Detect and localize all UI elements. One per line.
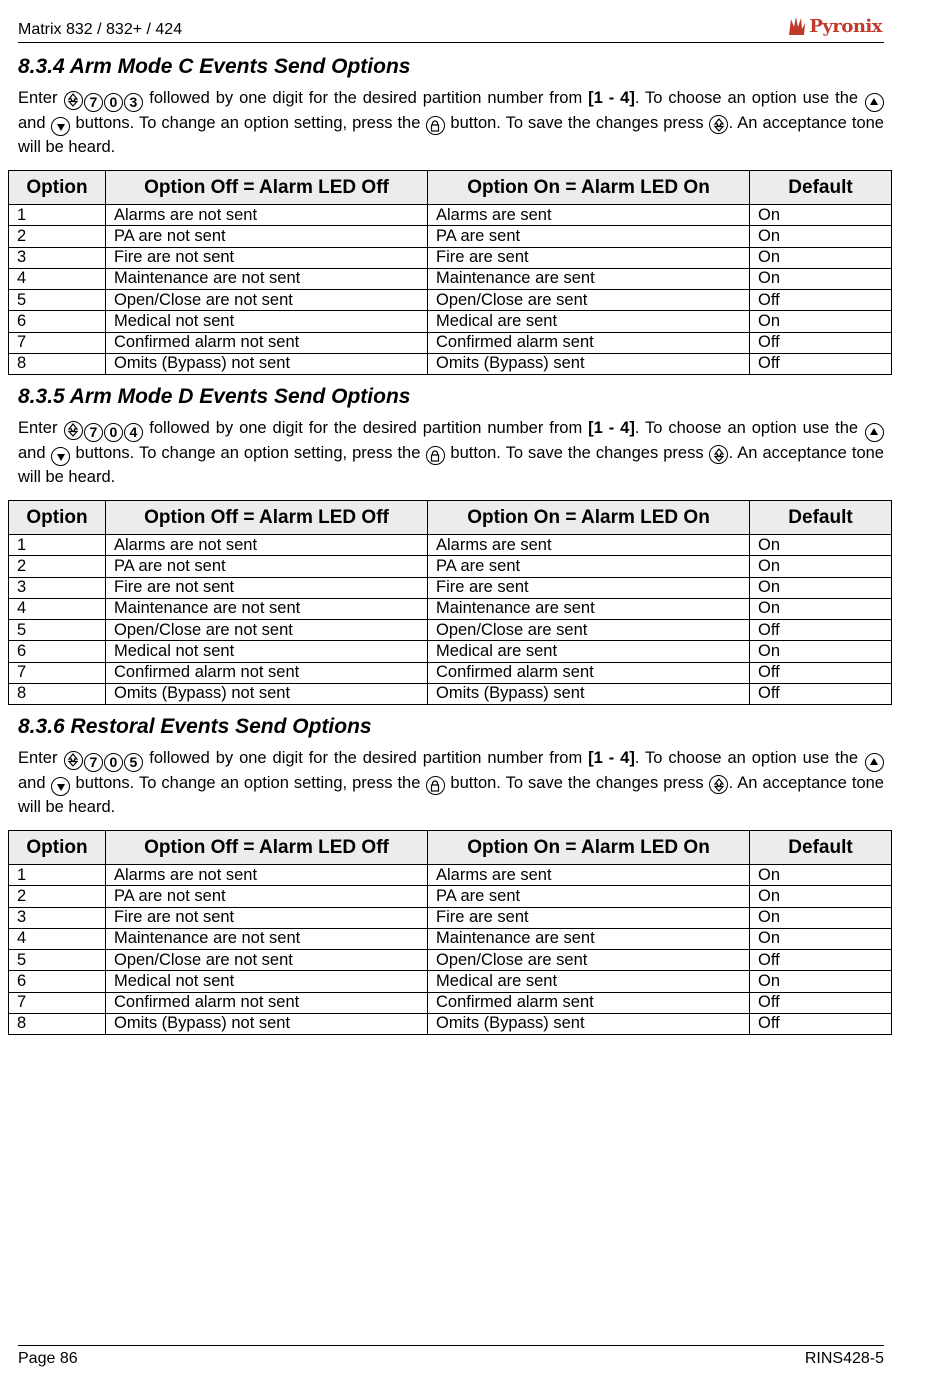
table-cell: Medical not sent	[106, 641, 428, 662]
table-row	[9, 205, 892, 226]
section-instructions: Enter 7 0 5 followed by one digit for the desired partition number from [1 - 4]. To choose an option use the and buttons. To change an option setting, press the button. To save the changes press . An acceptance tone will be heard.	[18, 749, 884, 816]
enter-key-icon	[64, 751, 83, 770]
table-cell: Maintenance are not sent	[106, 598, 428, 619]
table-row	[9, 247, 892, 268]
options-table	[8, 830, 892, 1035]
table-cell: 3	[9, 577, 106, 598]
column-header: Option On = Alarm LED On	[428, 831, 750, 865]
table-row	[9, 992, 892, 1013]
table-cell: On	[750, 928, 892, 949]
up-arrow-key-icon	[865, 93, 884, 112]
table-cell: 2	[9, 226, 106, 247]
lock-key-icon	[426, 446, 445, 465]
table-cell: 5	[9, 620, 106, 641]
table-cell: 1	[9, 205, 106, 226]
table-cell: PA are not sent	[106, 886, 428, 907]
table-cell: PA are sent	[428, 886, 750, 907]
table-cell: Omits (Bypass) not sent	[106, 1013, 428, 1034]
table-cell: 4	[9, 928, 106, 949]
digit-key-icon: 0	[104, 93, 123, 112]
table-cell: 1	[9, 535, 106, 556]
section-arm-mode-c	[18, 53, 884, 159]
column-header: Default	[750, 501, 892, 535]
table-cell: On	[750, 247, 892, 268]
column-header: Default	[750, 171, 892, 205]
table-header-row	[9, 831, 892, 865]
table-row	[9, 290, 892, 311]
table-cell: Medical not sent	[106, 311, 428, 332]
table-cell: 6	[9, 311, 106, 332]
table-row	[9, 1013, 892, 1034]
table-cell: PA are sent	[428, 226, 750, 247]
table-cell: 2	[9, 886, 106, 907]
column-header: Option	[9, 501, 106, 535]
table-row	[9, 950, 892, 971]
table-cell: Fire are not sent	[106, 907, 428, 928]
table-cell: On	[750, 577, 892, 598]
up-arrow-key-icon	[865, 753, 884, 772]
table-cell: On	[750, 886, 892, 907]
table-cell: Open/Close are sent	[428, 620, 750, 641]
table-cell: Maintenance are not sent	[106, 928, 428, 949]
table-row	[9, 928, 892, 949]
table-cell: Confirmed alarm not sent	[106, 332, 428, 353]
table-cell: Off	[750, 1013, 892, 1034]
table-cell: Medical are sent	[428, 311, 750, 332]
section-heading: 8.3.5 Arm Mode D Events Send Options	[18, 385, 411, 408]
table-cell: 7	[9, 992, 106, 1013]
table-row	[9, 598, 892, 619]
page-footer	[18, 1345, 884, 1376]
table-cell: 6	[9, 971, 106, 992]
table-cell: On	[750, 971, 892, 992]
table-cell: Alarms are not sent	[106, 865, 428, 886]
column-header: Default	[750, 831, 892, 865]
digit-key-icon: 0	[104, 423, 123, 442]
digit-key-icon: 0	[104, 753, 123, 772]
logo-text: Pyronix	[809, 15, 882, 37]
table-cell: Omits (Bypass) not sent	[106, 683, 428, 704]
table-cell: 7	[9, 332, 106, 353]
table-cell: Medical are sent	[428, 971, 750, 992]
document-reference: RINS428-5	[804, 1350, 884, 1367]
table-cell: Maintenance are sent	[428, 268, 750, 289]
table-cell: Fire are not sent	[106, 577, 428, 598]
section-arm-mode-d	[18, 383, 884, 489]
table-cell: Alarms are sent	[428, 535, 750, 556]
table-cell: 2	[9, 556, 106, 577]
page-number: Page 86	[18, 1350, 78, 1367]
table-cell: Maintenance are sent	[428, 598, 750, 619]
down-arrow-key-icon	[51, 117, 70, 136]
table-cell: 8	[9, 1013, 106, 1034]
options-table	[8, 170, 892, 375]
table-cell: On	[750, 311, 892, 332]
table-cell: 3	[9, 247, 106, 268]
table-cell: 8	[9, 683, 106, 704]
table-cell: 1	[9, 865, 106, 886]
enter-key-icon	[709, 115, 728, 134]
table-cell: Omits (Bypass) sent	[428, 353, 750, 374]
table-row	[9, 556, 892, 577]
table-cell: 5	[9, 290, 106, 311]
table-cell: Off	[750, 683, 892, 704]
table-cell: Alarms are not sent	[106, 205, 428, 226]
table-cell: On	[750, 556, 892, 577]
table-cell: Off	[750, 992, 892, 1013]
table-cell: Off	[750, 950, 892, 971]
table-cell: On	[750, 598, 892, 619]
down-arrow-key-icon	[51, 447, 70, 466]
table-row	[9, 226, 892, 247]
lock-key-icon	[426, 776, 445, 795]
table-cell: Confirmed alarm sent	[428, 992, 750, 1013]
table-cell: Maintenance are not sent	[106, 268, 428, 289]
enter-key-icon	[709, 445, 728, 464]
table-cell: Omits (Bypass) sent	[428, 1013, 750, 1034]
table-cell: 4	[9, 598, 106, 619]
table-row	[9, 332, 892, 353]
column-header: Option	[9, 831, 106, 865]
table-cell: On	[750, 865, 892, 886]
table-cell: On	[750, 535, 892, 556]
table-cell: Alarms are sent	[428, 205, 750, 226]
column-header: Option On = Alarm LED On	[428, 171, 750, 205]
table-cell: Open/Close are sent	[428, 950, 750, 971]
digit-key-icon: 4	[124, 423, 143, 442]
table-row	[9, 662, 892, 683]
table-cell: PA are not sent	[106, 226, 428, 247]
enter-key-icon	[64, 91, 83, 110]
table-row	[9, 641, 892, 662]
table-cell: Confirmed alarm not sent	[106, 662, 428, 683]
table-row	[9, 311, 892, 332]
table-cell: Alarms are not sent	[106, 535, 428, 556]
table-cell: Confirmed alarm sent	[428, 662, 750, 683]
lock-key-icon	[426, 116, 445, 135]
table-cell: On	[750, 205, 892, 226]
table-cell: Medical are sent	[428, 641, 750, 662]
table-cell: Omits (Bypass) sent	[428, 683, 750, 704]
table-cell: Off	[750, 290, 892, 311]
table-cell: Open/Close are not sent	[106, 950, 428, 971]
section-instructions: Enter 7 0 3 followed by one digit for the desired partition number from [1 - 4]. To choose an option use the and buttons. To change an option setting, press the button. To save the changes press . An acceptance tone will be heard.	[18, 89, 884, 156]
table-row	[9, 907, 892, 928]
digit-key-icon: 5	[124, 753, 143, 772]
table-cell: On	[750, 907, 892, 928]
table-cell: Fire are sent	[428, 247, 750, 268]
table-cell: Confirmed alarm not sent	[106, 992, 428, 1013]
table-cell: Off	[750, 620, 892, 641]
table-cell: 5	[9, 950, 106, 971]
table-cell: Off	[750, 332, 892, 353]
column-header: Option Off = Alarm LED Off	[106, 501, 428, 535]
table-cell: 4	[9, 268, 106, 289]
options-table	[8, 500, 892, 705]
column-header: Option	[9, 171, 106, 205]
column-header: Option On = Alarm LED On	[428, 501, 750, 535]
table-cell: Omits (Bypass) not sent	[106, 353, 428, 374]
up-arrow-key-icon	[865, 423, 884, 442]
enter-key-icon	[709, 775, 728, 794]
section-restoral	[18, 713, 884, 819]
section-heading: 8.3.6 Restoral Events Send Options	[18, 715, 372, 738]
table-row	[9, 865, 892, 886]
table-cell: Alarms are sent	[428, 865, 750, 886]
table-row	[9, 683, 892, 704]
table-cell: On	[750, 641, 892, 662]
table-cell: Open/Close are sent	[428, 290, 750, 311]
table-header-row	[9, 501, 892, 535]
section-heading: 8.3.4 Arm Mode C Events Send Options	[18, 55, 411, 78]
table-row	[9, 971, 892, 992]
digit-key-icon: 3	[124, 93, 143, 112]
table-cell: On	[750, 268, 892, 289]
table-cell: Maintenance are sent	[428, 928, 750, 949]
table-cell: Fire are not sent	[106, 247, 428, 268]
table-row	[9, 620, 892, 641]
table-cell: On	[750, 226, 892, 247]
digit-key-icon: 7	[84, 423, 103, 442]
table-cell: Fire are sent	[428, 907, 750, 928]
table-header-row	[9, 171, 892, 205]
page-header	[18, 14, 884, 43]
pyronix-logo	[787, 14, 882, 38]
down-arrow-key-icon	[51, 777, 70, 796]
table-cell: Off	[750, 662, 892, 683]
table-row	[9, 268, 892, 289]
column-header: Option Off = Alarm LED Off	[106, 171, 428, 205]
table-row	[9, 535, 892, 556]
table-row	[9, 577, 892, 598]
table-cell: 8	[9, 353, 106, 374]
table-row	[9, 353, 892, 374]
digit-key-icon: 7	[84, 93, 103, 112]
section-instructions: Enter 7 0 4 followed by one digit for the desired partition number from [1 - 4]. To choose an option use the and buttons. To change an option setting, press the button. To save the changes press . An acceptance tone will be heard.	[18, 419, 884, 486]
table-cell: PA are sent	[428, 556, 750, 577]
column-header: Option Off = Alarm LED Off	[106, 831, 428, 865]
table-cell: Fire are sent	[428, 577, 750, 598]
table-cell: 3	[9, 907, 106, 928]
enter-key-icon	[64, 421, 83, 440]
table-cell: PA are not sent	[106, 556, 428, 577]
table-cell: Open/Close are not sent	[106, 620, 428, 641]
digit-key-icon: 7	[84, 753, 103, 772]
table-cell: Medical not sent	[106, 971, 428, 992]
table-cell: 7	[9, 662, 106, 683]
flame-icon	[787, 15, 807, 37]
table-cell: Off	[750, 353, 892, 374]
table-row	[9, 886, 892, 907]
table-cell: Open/Close are not sent	[106, 290, 428, 311]
table-cell: Confirmed alarm sent	[428, 332, 750, 353]
table-cell: 6	[9, 641, 106, 662]
document-title: Matrix 832 / 832+ / 424	[18, 21, 183, 38]
